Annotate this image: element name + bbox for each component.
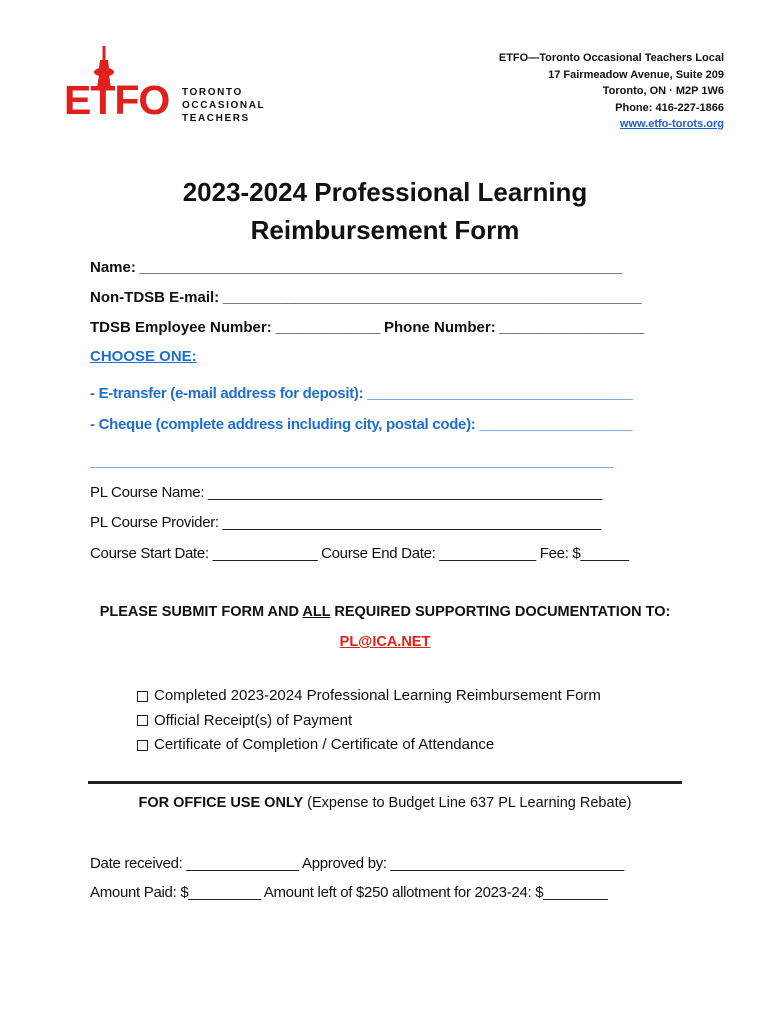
choose-one-heading: CHOOSE ONE:	[90, 348, 197, 365]
email-field[interactable]: Non-TDSB E-mail: ____________________________________________________	[90, 289, 642, 306]
checklist-item[interactable]: Certificate of Completion / Certificate of Attendance	[137, 733, 601, 758]
course-dates-fee-row[interactable]: Course Start Date: _____________ Course End Date: ____________ Fee: $______	[90, 545, 629, 562]
checkbox-icon[interactable]	[137, 691, 148, 702]
page-title: 2023-2024 Professional Learning Reimbursement Form	[182, 177, 588, 245]
city: Toronto, ON · M2P 1W6	[602, 85, 724, 97]
divider	[88, 781, 682, 784]
cheque-option[interactable]: - Cheque (complete address including city, postal code): ___________________	[90, 416, 633, 433]
amount-row[interactable]: Amount Paid: $_________ Amount left of $250 allotment for 2023-24: $________	[90, 884, 608, 901]
course-name-field[interactable]: PL Course Name: _________________________________________________	[90, 484, 603, 501]
employee-number-label: TDSB Employee Number:	[90, 319, 272, 336]
phone: Phone: 416-227-1866	[615, 101, 724, 114]
cheque-address-line[interactable]: _________________________________________________________________	[90, 453, 613, 470]
checkbox-icon[interactable]	[137, 740, 148, 751]
contact-block	[499, 50, 724, 133]
submit-email[interactable]: PL@ICA.NET	[339, 634, 431, 650]
office-use-heading: FOR OFFICE USE ONLY (Expense to Budget Line 637 PL Learning Rebate)	[138, 795, 632, 811]
address: 17 Fairmeadow Avenue, Suite 209	[548, 68, 724, 81]
course-provider-field[interactable]: PL Course Provider: _______________________________________________	[90, 514, 601, 531]
employee-phone-row[interactable]: TDSB Employee Number: _____________ Phone Number: __________________	[90, 319, 645, 336]
logo-subtitle: TORONTO OCCASIONAL TEACHERS	[182, 87, 266, 124]
checklist-item[interactable]: Official Receipt(s) of Payment	[137, 709, 601, 734]
date-approved-row[interactable]: Date received: ______________ Approved by: _____________________________	[90, 855, 624, 872]
org-name: ETFO—Toronto Occasional Teachers Local	[498, 52, 724, 64]
etransfer-option[interactable]: - E-transfer (e-mail address for deposit): _________________________________	[90, 385, 633, 402]
submit-instructions: PLEASE SUBMIT FORM AND ALL REQUIRED SUPPORTING DOCUMENTATION TO:	[99, 604, 671, 620]
checklist-item[interactable]: Completed 2023-2024 Professional Learning Reimbursement Form	[137, 684, 601, 709]
name-field[interactable]: Name: ____________________________________________________________	[90, 259, 622, 276]
phone-number-label: Phone Number	[384, 319, 491, 336]
website-link[interactable]: www.etfo-torots.org	[619, 118, 724, 130]
etfo-logo	[64, 46, 264, 130]
document-checklist	[137, 684, 601, 758]
logo-wordmark: ETFO	[64, 77, 170, 123]
checkbox-icon[interactable]	[137, 715, 148, 726]
